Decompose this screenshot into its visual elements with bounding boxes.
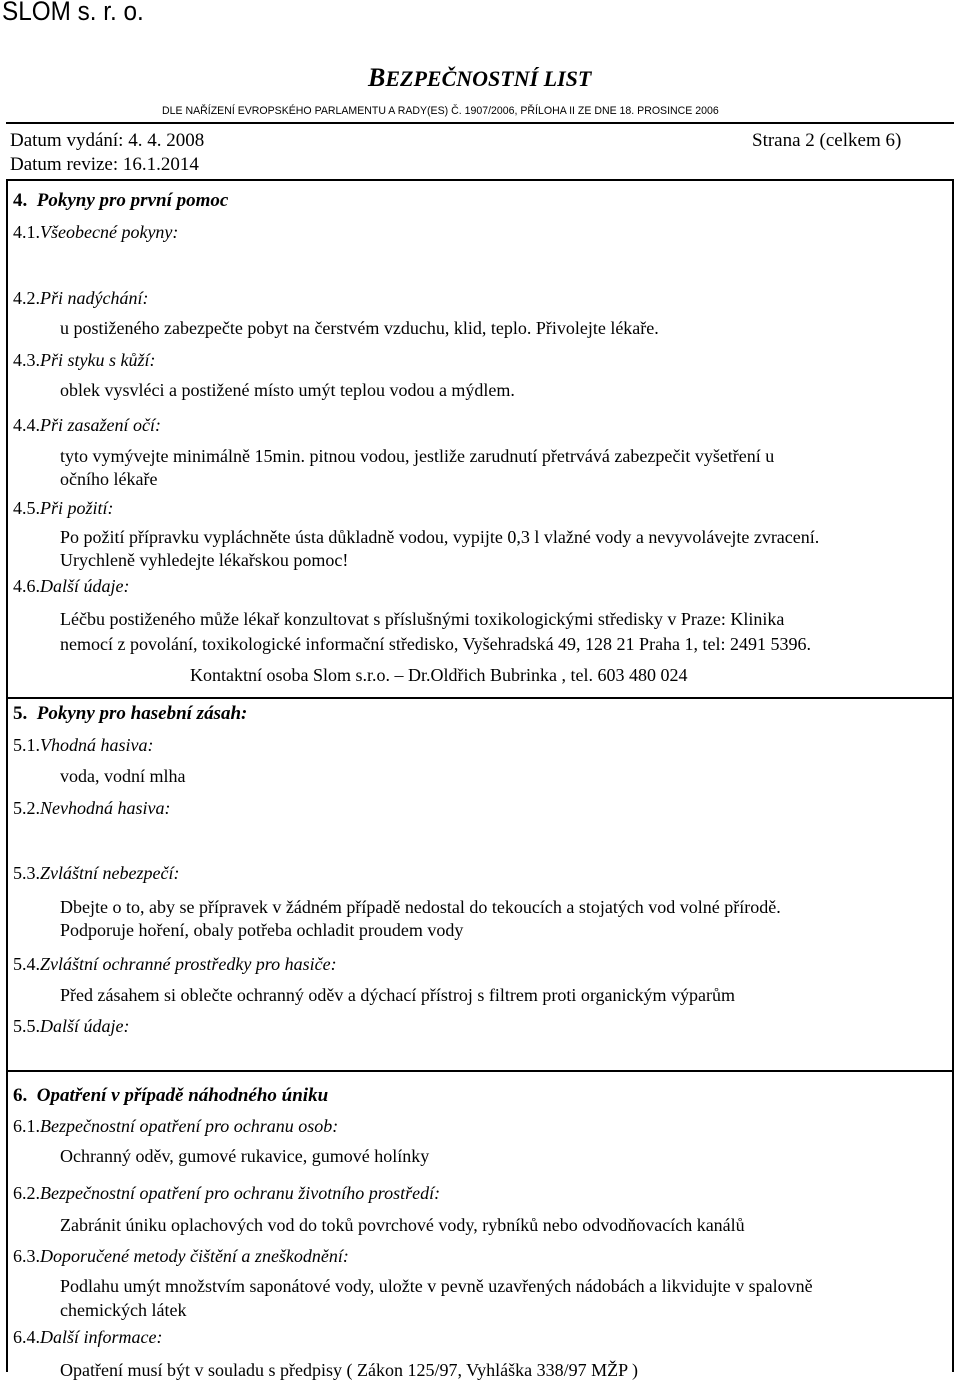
subsection-4-6-line2: nemocí z povolání, toxikologické informační středisko, Vyšehradská 49, 128 21 Praha 1, tel: 2491 5396. [60,634,812,654]
subsection-4-3 [13,350,155,371]
subsection-6-2-number: 6.2. [13,1183,40,1203]
subsection-6-2-text: Zabránit úniku oplachových vod do toků povrchové vody, rybníků nebo odvodňovacích kanálů [60,1215,745,1235]
subsection-5-1-number: 5.1. [13,735,40,755]
section-5-number: 5. [13,703,28,724]
document-title [368,63,591,93]
subsection-6-1-text: Ochranný oděv, gumové rukavice, gumové holínky [60,1146,430,1166]
subsection-4-5-label: Při požití: [40,498,114,518]
section-divider-5-6 [6,1070,954,1072]
section-4-number: 4. [13,190,28,211]
subsection-4-1-label: Všeobecné pokyny: [40,222,179,242]
section-5-title: Pokyny pro hasební zásah: [36,703,248,724]
subsection-4-2-text: u postiženého zabezpečte pobyt na čerstvém vzduchu, klid, teplo. Přivolejte lékaře. [60,318,659,338]
subsection-5-5 [13,1016,130,1037]
subsection-4-1 [13,222,178,243]
issue-date: Datum vydání: 4. 4. 2008 [10,130,205,151]
subsection-5-4-number: 5.4. [13,954,40,974]
subsection-4-4-label: Při zasažení očí: [40,415,161,435]
subsection-5-4-label: Zvláštní ochranné prostředky pro hasiče: [40,954,337,974]
subsection-6-3-number: 6.3. [13,1246,40,1266]
subsection-5-4-text: Před zásahem si oblečte ochranný oděv a dýchací přístroj s filtrem proti organickým výparům [60,985,735,1005]
subsection-4-4-number: 4.4. [13,415,40,435]
subsection-4-3-number: 4.3. [13,350,40,370]
section-4-title: Pokyny pro první pomoc [36,190,229,211]
title-initial: B [368,63,386,92]
subsection-4-2-number: 4.2. [13,288,40,308]
subsection-4-6-line1: Léčbu postiženého může lékař konzultovat s příslušnými toxikologickými středisky v Praze: Klinika [60,609,785,629]
revision-date: Datum revize: 16.1.2014 [10,154,199,175]
subsection-4-2 [13,288,148,309]
regulation-subtitle: DLE NAŘÍZENÍ EVROPSKÉHO PARLAMENTU A RADY(ES) Č. 1907/2006, PŘÍLOHA II ZE DNE 18. PROSINCE 2006 [162,105,719,117]
section-6-title: Opatření v případě náhodného úniku [36,1085,329,1106]
header-bottom-rule [6,179,954,181]
subsection-5-3-number: 5.3. [13,863,40,883]
subsection-4-2-label: Při nadýchání: [40,288,149,308]
header-rule [6,122,954,124]
page-number: Strana 2 (celkem 6) [752,130,902,151]
subsection-5-1-text: voda, vodní mlha [60,766,186,786]
subsection-4-6 [13,576,130,597]
subsection-6-2 [13,1183,440,1204]
section-6-heading [13,1085,328,1107]
subsection-5-3-label: Zvláštní nebezpečí: [40,863,180,883]
right-border [952,179,954,1372]
subsection-5-5-number: 5.5. [13,1016,40,1036]
subsection-5-3-line1: Dbejte o to, aby se přípravek v žádném případě nedostal do tekoucích a stojatých vod volné přírodě. [60,897,781,917]
section-4-heading [13,190,228,212]
subsection-4-4-line2: očního lékaře [60,469,158,489]
subsection-6-3 [13,1246,349,1267]
subsection-6-2-label: Bezpečnostní opatření pro ochranu životního prostředí: [40,1183,441,1203]
subsection-6-4-number: 6.4. [13,1327,40,1347]
subsection-6-1-label: Bezpečnostní opatření pro ochranu osob: [40,1116,339,1136]
subsection-5-5-label: Další údaje: [40,1016,130,1036]
subsection-6-1 [13,1116,338,1137]
left-border [6,179,8,1372]
subsection-4-5-line1: Po požití přípravku vypláchněte ústa důkladně vodou, vypijte 0,3 l vlažné vody a nevyvolávejte zvracení. [60,527,820,547]
section-6-number: 6. [13,1085,28,1106]
subsection-5-1-label: Vhodná hasiva: [40,735,154,755]
subsection-6-1-number: 6.1. [13,1116,40,1136]
title-rest: EZPEČNOSTNÍ LIST [385,66,592,91]
subsection-4-4-line1: tyto vymývejte minimálně 15min. pitnou vodou, jestliže zarudnutí přetrvává zabezpečit vyšetření u [60,446,775,466]
subsection-4-5 [13,498,114,519]
contact-person: Kontaktní osoba Slom s.r.o. – Dr.Oldřich Bubrinka , tel. 603 480 024 [190,665,688,685]
subsection-6-3-label: Doporučené metody čištění a zneškodnění: [40,1246,349,1266]
subsection-6-4 [13,1327,162,1348]
subsection-4-5-line2: Urychleně vyhledejte lékařskou pomoc! [60,550,349,570]
subsection-4-3-text: oblek vysvléci a postižené místo umýt teplou vodou a mýdlem. [60,380,515,400]
section-divider-4-5 [6,697,954,699]
subsection-6-4-label: Další informace: [40,1327,163,1347]
subsection-5-2 [13,798,170,819]
subsection-5-3 [13,863,179,884]
subsection-5-1 [13,735,153,756]
subsection-4-5-number: 4.5. [13,498,40,518]
subsection-5-2-number: 5.2. [13,798,40,818]
subsection-5-3-line2: Podporuje hoření, obaly potřeba ochladit proudem vody [60,920,464,940]
section-5-heading [13,703,247,725]
subsection-5-2-label: Nevhodná hasiva: [40,798,171,818]
subsection-6-4-text: Opatření musí být v souladu s předpisy ( Zákon 125/97, Vyhláška 338/97 MŽP ) [60,1360,638,1380]
subsection-4-3-label: Při styku s kůží: [40,350,156,370]
subsection-5-4 [13,954,337,975]
subsection-4-6-number: 4.6. [13,576,40,596]
subsection-6-3-line2: chemických látek [60,1300,187,1320]
company-name: SLOM s. r. o. [2,0,144,26]
subsection-6-3-line1: Podlahu umýt množstvím saponátové vody, uložte v pevně uzavřených nádobách a likvidujte v spalovně [60,1276,813,1296]
subsection-4-1-number: 4.1. [13,222,40,242]
subsection-4-6-label: Další údaje: [40,576,130,596]
subsection-4-4 [13,415,161,436]
